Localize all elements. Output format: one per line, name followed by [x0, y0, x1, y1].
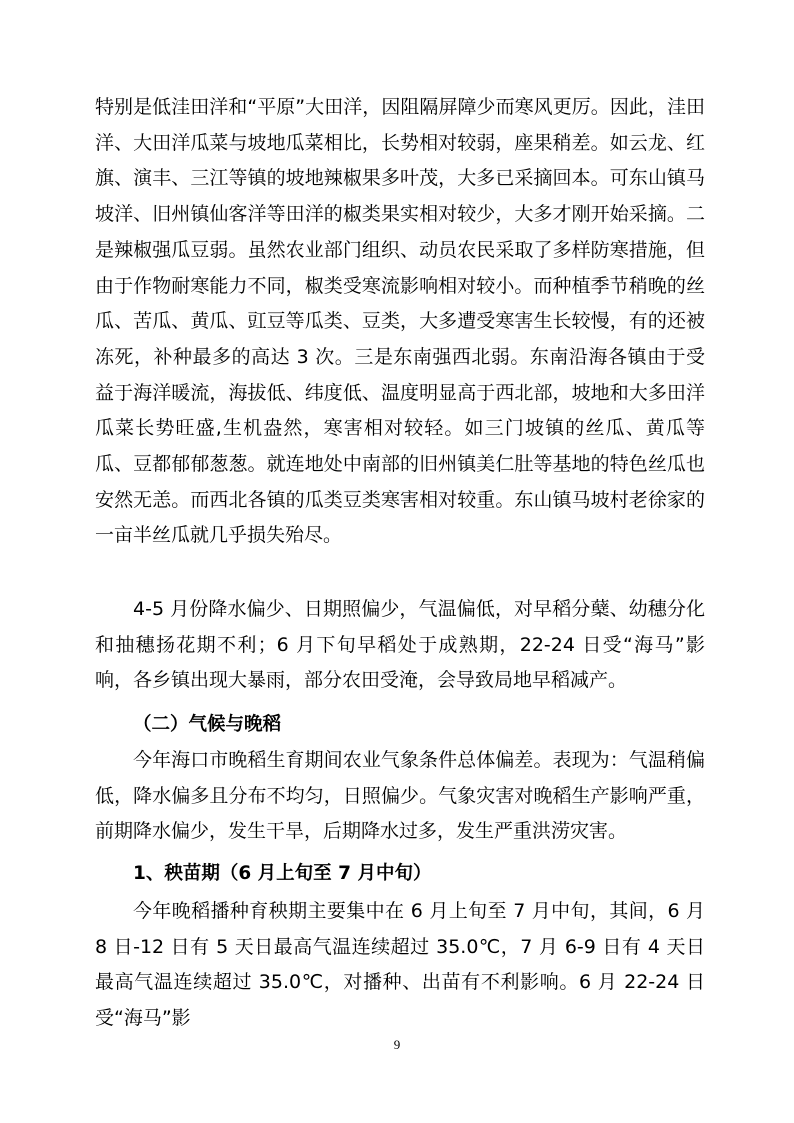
paragraph-cold-damage-regions: 特别是低洼田洋和“平原”大田洋，因阻隔屏障少而寒风更厉。因此，洼田洋、大田洋瓜菜与坡地瓜菜相比，长势相对较弱，座果稍差。如云龙、红旗、演丰、三江等镇的坡地辣椒果多叶茂，大多已采摘回本。可东山镇马坡洋、旧州镇仙客洋等田洋的椒类果实相对较少，大多才刚开始采摘。二是辣椒强瓜豆弱。虽然农业部门组织、动员农民采取了多样防寒措施，但由于作物耐寒能力不同，椒类受寒流影响相对较小。而种植季节稍晚的丝瓜、苦瓜、黄瓜、豇豆等瓜类、豆类，大多遭受寒害生长较慢，有的还被冻死，补种最多的高达 3 次。三是东南强西北弱。东南沿海各镇由于受益于海洋暖流，海拔低、纬度低、温度明显高于西北部，坡地和大多田洋瓜菜长势旺盛,生机盎然，寒害相对较轻。如三门坡镇的丝瓜、黄瓜等瓜、豆都郁郁葱葱。就连地处中南部的旧州镇美仁肚等基地的特色丝瓜也安然无恙。而西北各镇的瓜类豆类寒害相对较重。东山镇马坡村老徐家的一亩半丝瓜就几乎损失殆尽。 — [95, 96, 705, 547]
section-heading-late-rice: （二）气候与晚稻 — [133, 714, 282, 735]
page-number: 9 — [393, 1037, 401, 1052]
subheading-seedling-period: 1、秧苗期（6 月上旬至 7 月中旬） — [133, 863, 432, 884]
paragraph-early-rice-impact: 4-5 月份降水偏少、日期照偏少，气温偏低，对早稻分蘖、幼穗分化和抽穗扬花期不利；6 月下旬早稻处于成熟期，22-24 日受“海马”影响，各乡镇出现大暴雨，部分农田受淹，会导致局地早稻减产。 — [95, 598, 705, 692]
paragraph-late-rice-summary: 今年海口市晚稻生育期间农业气象条件总体偏差。表现为：气温稍偏低，降水偏多且分布不均匀，日照偏少。气象灾害对晚稻生产影响严重，前期降水偏少，发生干旱，后期降水过多，发生严重洪涝灾害。 — [95, 749, 705, 843]
paragraph-seedling-period: 今年晚稻播种育秧期主要集中在 6 月上旬至 7 月中旬，其间，6 月 8 日-12 日有 5 天日最高气温连续超过 35.0℃，7 月 6-9 日有 4 天日最高气温连续超过 35.0℃，对播种、出苗有不利影响。6 月 22-24 日受“海马”影 — [95, 900, 705, 1030]
